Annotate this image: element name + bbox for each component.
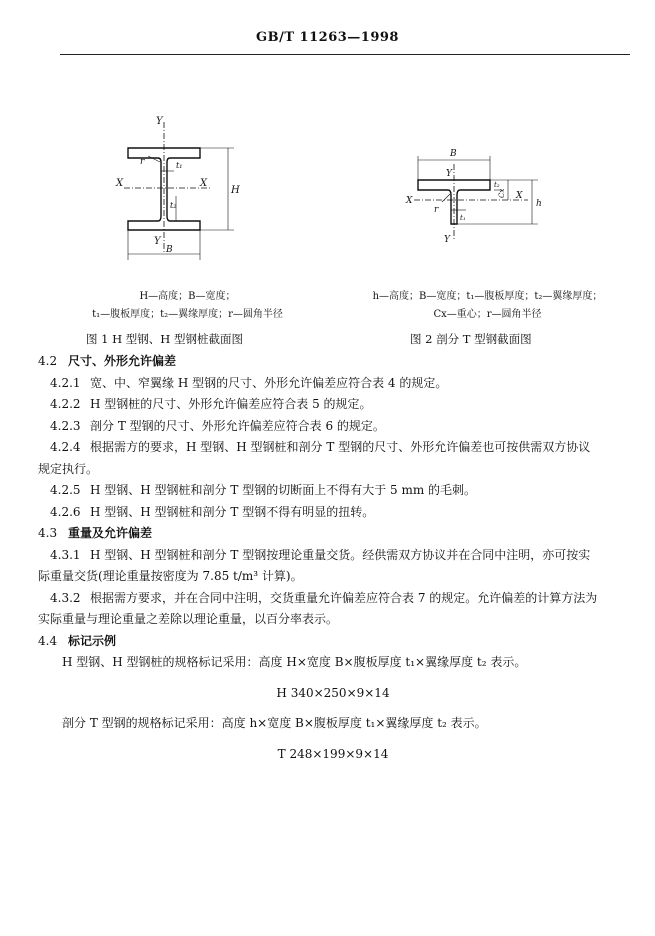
fig1-label-b: B bbox=[166, 245, 173, 255]
fig1-label-y-top: Y bbox=[156, 116, 163, 127]
section-4-2-2: 4.2.2 H 型钢桩的尺寸、外形允许偏差应符合表 5 的规定。 bbox=[50, 397, 372, 411]
marking-h-intro: H 型钢、H 型钢桩的规格标记采用：高度 H×宽度 B×腹板厚度 t₁×翼缘厚度 t₂ 表示。 bbox=[62, 655, 527, 669]
section-4-4: 4.4 标记示例 bbox=[38, 633, 117, 648]
fig1-label-x-right: X bbox=[200, 178, 208, 189]
figure-1-legend-line-1: H—高度；B—宽度； bbox=[139, 291, 236, 302]
section-4-2-1: 4.2.1 宽、中、窄翼缘 H 型钢的尺寸、外形允许偏差应符合表 4 的规定。 bbox=[50, 375, 448, 390]
figure-2-legend-line-1: h—高度；B—宽度；t₁—腹板厚度；t₂—翼缘厚度； bbox=[372, 291, 603, 302]
fig1-label-h: H bbox=[231, 185, 240, 196]
marking-t-example: T 248×199×9×14 bbox=[277, 746, 389, 761]
section-4-3-2-cont: 实际重量与理论重量之差除以理论重量，以百分率表示。 bbox=[38, 612, 339, 626]
section-4-2-6: 4.2.6 H 型钢、H 型钢桩和剖分 T 型钢不得有明显的扭转。 bbox=[50, 504, 375, 519]
fig2-label-r: r bbox=[434, 205, 439, 215]
figure-2-caption: 图 2 剖分 T 型钢截面图 bbox=[410, 332, 532, 346]
fig2-label-x-left: X bbox=[406, 196, 413, 206]
figure-2-t-section bbox=[390, 138, 550, 250]
fig2-label-x-right: X bbox=[516, 191, 523, 201]
page-header: GB/T 11263—1998 bbox=[256, 30, 399, 45]
fig2-label-y-top: Y bbox=[446, 169, 452, 179]
fig1-label-t1: t₁ bbox=[176, 161, 183, 170]
figure-1-legend-line-2: t₁—腹板厚度；t₂—翼缘厚度；r—圆角半径 bbox=[92, 309, 283, 320]
marking-t-intro: 剖分 T 型钢的规格标记采用：高度 h×宽度 B×腹板厚度 t₁×翼缘厚度 t₂ 表示。 bbox=[62, 716, 487, 730]
section-4-2: 4.2 尺寸、外形允许偏差 bbox=[38, 354, 177, 368]
figure-1-caption: 图 1 H 型钢、H 型钢桩截面图 bbox=[86, 332, 243, 346]
section-4-3-1-cont: 际重量交货(理论重量按密度为 7.85 t/m³ 计算)。 bbox=[38, 569, 303, 583]
section-4-3-1: 4.3.1 H 型钢、H 型钢桩和剖分 T 型钢按理论重量交货。经供需双方协议并在合同中注明，亦可按实 bbox=[50, 547, 591, 562]
fig1-label-r: r bbox=[140, 157, 145, 167]
section-4-2-3: 4.2.3 剖分 T 型钢的尺寸、外形允许偏差应符合表 6 的规定。 bbox=[50, 418, 385, 433]
fig2-label-y-bottom: Y bbox=[444, 235, 450, 245]
figure-2-legend-line-2: Cx—重心；r—圆角半径 bbox=[433, 309, 542, 320]
fig1-label-x-left: X bbox=[116, 178, 124, 189]
fig2-label-t2: t₂ bbox=[494, 181, 500, 189]
section-4-2-4-cont: 规定执行。 bbox=[38, 461, 99, 476]
section-4-3-2: 4.3.2 根据需方要求，并在合同中注明，交货重量允许偏差应符合表 7 的规定。允许偏差的计算方法为 bbox=[50, 590, 598, 605]
fig2-label-cx: Cx bbox=[498, 188, 506, 198]
figure-2-legend bbox=[340, 288, 635, 324]
fig2-label-b: B bbox=[450, 149, 457, 159]
figure-1-legend bbox=[40, 288, 335, 324]
section-4-2-5: 4.2.5 H 型钢、H 型钢桩和剖分 T 型钢的切断面上不得有大于 5 mm 的毛刺。 bbox=[50, 483, 477, 497]
fig1-label-t2: t₂ bbox=[170, 201, 177, 210]
marking-h-example: H 340×250×9×14 bbox=[276, 685, 390, 700]
body-text bbox=[38, 351, 628, 774]
section-4-2-4: 4.2.4 根据需方的要求，H 型钢、H 型钢桩和剖分 T 型钢的尺寸、外形允许偏差也可按供需双方协议 bbox=[50, 440, 591, 454]
fig2-label-h: h bbox=[536, 199, 542, 209]
fig2-label-t1: t₁ bbox=[460, 214, 466, 222]
header-rule bbox=[60, 54, 630, 55]
figure-1-h-section bbox=[100, 108, 260, 266]
fig1-label-y-bottom: Y bbox=[154, 236, 161, 247]
section-4-3: 4.3 重量及允许偏差 bbox=[38, 526, 153, 540]
